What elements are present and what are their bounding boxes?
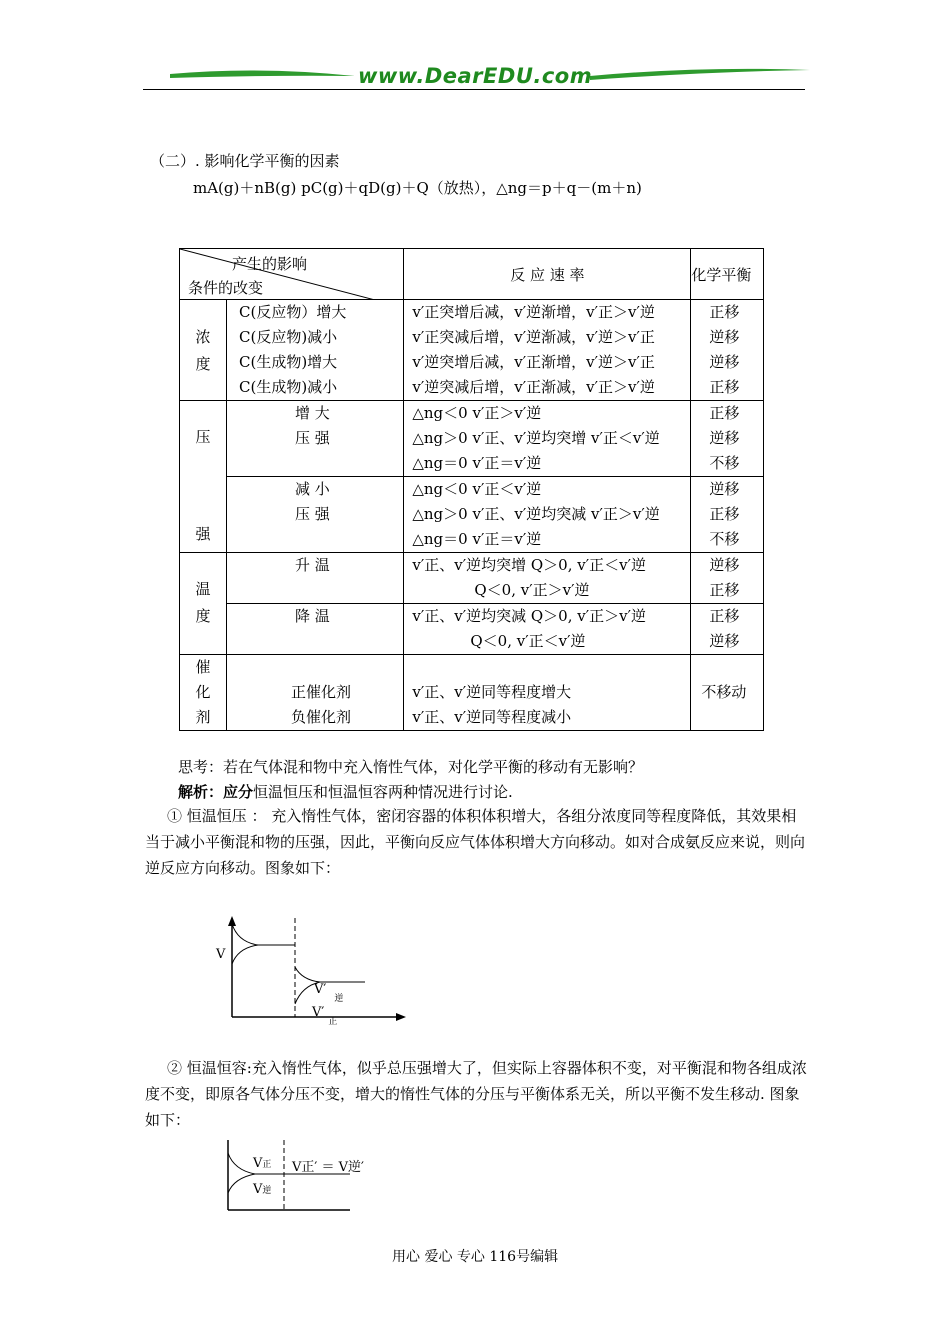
pressure-increase-condition: 增 大 压 强 [227, 401, 404, 477]
header-condition-label: 条件的改变 [188, 279, 264, 297]
paragraph-constant-pressure: ① 恒温恒压 ： 充入惰性气体，密闭容器的体积体积增大，各组分浓度同等程度降低，其效果相当于减小平衡混和物的压强，因此，平衡向反应气体体积增大方向移动。如对合成氨反应来说，则向逆反应方向移动。图象如下： [145, 807, 806, 877]
section-title: （二）. 影响化学平衡的因素 [150, 152, 340, 170]
concentration-conditions: C(反应物）增大 C(反应物)减小 C(生成物)增大 C(生成物)减小 [227, 300, 404, 401]
catalyst-rates: v′正、v′逆同等程度增大 v′正、v′逆同等程度减小 [404, 655, 691, 731]
header-rate: 反 应 速 率 [404, 249, 691, 300]
pressure-increase-rates: △ng＜0 v′正＞v′逆 △ng＞0 v′正、v′逆均突增 v′正＜v′逆 △ng＝0 v′正＝v′逆 [404, 401, 691, 477]
pressure-label: 压 强 [180, 401, 227, 553]
graph2-vfwd-label: V正 [253, 1156, 272, 1171]
graph1-vrev-label: $V'_逆$ [314, 982, 344, 1004]
pressure-increase-results: 正移 逆移 不移 [691, 401, 764, 477]
footer-text: 用心 爱心 专心 116号编辑 [392, 1249, 559, 1265]
pressure-decrease-rates: △ng＜0 v′正＜v′逆 △ng＞0 v′正、v′逆均突减 v′正＞v′逆 △ng＝0 v′正＝v′逆 [404, 477, 691, 553]
graph2-vrev-label: V逆 [253, 1182, 272, 1197]
heat-results: 逆移 正移 [691, 553, 764, 604]
header-effect-label: 产生的影响 [232, 255, 308, 273]
header-site-name[interactable]: www.DearEDU.com [358, 64, 593, 88]
reaction-equation: mA(g)＋nB(g) pC(g)＋qD(g)＋Q（放热），△ng＝p＋q－(m＋n) [193, 179, 642, 197]
concentration-results: 正移 逆移 逆移 正移 [691, 300, 764, 401]
graph-constant-pressure [210, 912, 410, 1027]
graph2-equality-label: V正′ ＝ V逆′ [292, 1160, 364, 1175]
header-rule [143, 89, 805, 90]
concentration-label: 浓 度 [180, 300, 227, 401]
catalyst-result: 不移动 [691, 655, 764, 731]
heat-rates: v′正、v′逆均突增 Q＞0, v′正＜v′逆 Q＜0, v′正＞v′逆 [404, 553, 691, 604]
graph1-vfwd-label: $V'_正$ [312, 1005, 338, 1027]
analysis-text: 恒温恒压和恒温恒容两种情况进行讨论. [253, 783, 513, 801]
cool-results: 正移 逆移 [691, 604, 764, 655]
factors-table [179, 248, 764, 731]
graph1-v-label: V [216, 947, 226, 962]
cool-condition: 降 温 [227, 604, 404, 655]
pressure-decrease-condition: 减 小 压 强 [227, 477, 404, 553]
heat-condition: 升 温 [227, 553, 404, 604]
analysis-line [178, 781, 513, 802]
paragraph-constant-volume: ② 恒温恒容:充入惰性气体，似乎总压强增大了，但实际上容器体积不变，对平衡混和物各组成浓度不变，即原各气体分压不变，增大的惰性气体的分压与平衡体系无关，所以平衡不发生移动. 图象如下： [145, 1059, 807, 1129]
concentration-rates: v′正突增后减，v′逆渐增，v′正＞v′逆 v′正突减后增，v′逆渐减，v′逆＞v′正 v′逆突增后减，v′正渐增，v′逆＞v′正 v′逆突减后增，v′正渐减，v′正＞v′逆 [404, 300, 691, 401]
cool-rates: v′正、v′逆均突减 Q＞0, v′正＞v′逆 Q＜0, v′正＜v′逆 [404, 604, 691, 655]
think-question: 思考：若在气体混和物中充入惰性气体，对化学平衡的移动有无影响？ [178, 758, 644, 776]
catalyst-conditions: 正催化剂 负催化剂 [227, 655, 404, 731]
catalyst-label: 催 化 剂 [180, 655, 227, 731]
header-diagonal-cell [180, 249, 404, 300]
header-equilibrium: 化学平衡 [691, 249, 764, 300]
temperature-label: 温 度 [180, 553, 227, 655]
analysis-label: 解析：应分 [178, 783, 254, 801]
graph-constant-volume [210, 1138, 360, 1213]
pressure-decrease-results: 逆移 正移 不移 [691, 477, 764, 553]
